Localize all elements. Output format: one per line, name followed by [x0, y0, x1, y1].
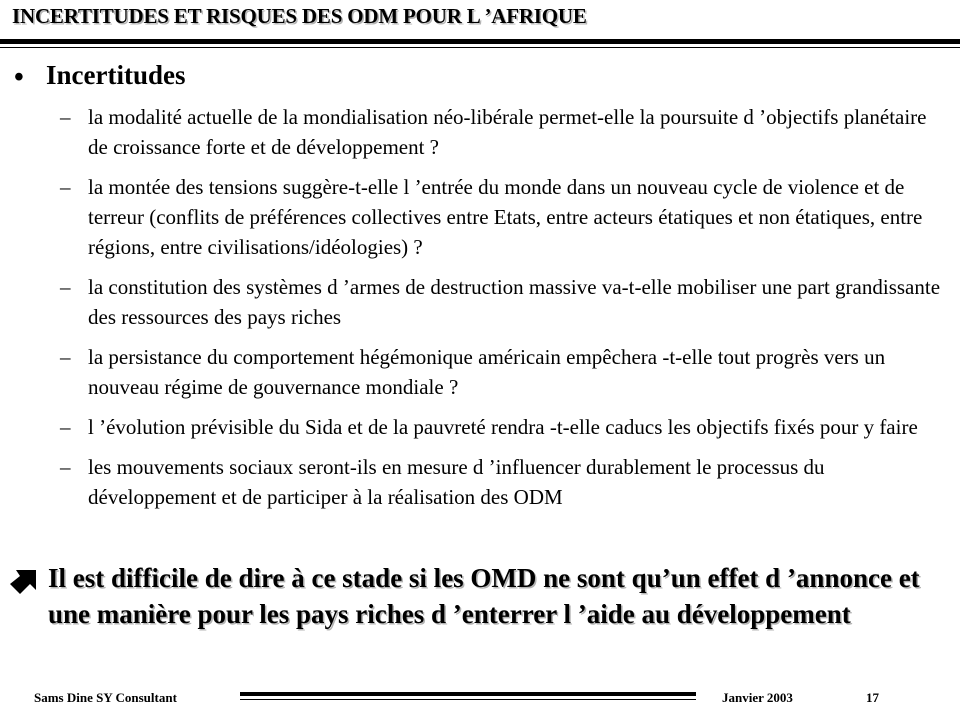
dash-marker: –	[60, 415, 71, 439]
slide-title: INCERTITUDES ET RISQUES DES ODM POUR L ’AFRIQUE	[12, 4, 587, 28]
list-item-text: la constitution des systèmes d ’armes de destruction massive va-t-elle mobiliser une part grandissante des ressources des pays riches	[88, 275, 941, 329]
arrow-up-right-icon	[10, 564, 40, 594]
list-item	[56, 102, 946, 162]
footer-rule-thick	[240, 692, 696, 696]
dash-marker: –	[60, 105, 71, 129]
list-item	[56, 272, 946, 332]
page-number: 17	[866, 690, 879, 705]
list-item	[56, 172, 946, 262]
dash-marker: –	[60, 275, 71, 299]
bullet-icon: •	[14, 62, 24, 93]
footer-author: Sams Dine SY Consultant	[34, 690, 177, 705]
dash-marker: –	[60, 455, 71, 479]
list-item	[56, 412, 946, 442]
dash-marker: –	[60, 175, 71, 199]
uncertainty-list	[56, 102, 946, 522]
list-item	[56, 342, 946, 402]
list-item	[56, 452, 946, 512]
section-heading: Incertitudes	[46, 60, 186, 90]
footer-rule-thin	[240, 699, 696, 700]
dash-marker: –	[60, 345, 71, 369]
list-item-text: la persistance du comportement hégémonique américain empêchera -t-elle tout progrès vers un nouveau régime de gouvernance mondiale ?	[88, 345, 886, 399]
footer-date: Janvier 2003	[722, 690, 793, 705]
list-item-text: les mouvements sociaux seront-ils en mesure d ’influencer durablement le processus du développement et de participer à la réalisation des ODM	[88, 455, 825, 509]
conclusion-text: Il est difficile de dire à ce stade si les OMD ne sont qu’un effet d ’annonce et une manière pour les pays riches d ’enterrer l ’aide au développement	[48, 563, 920, 629]
title-rule-thick	[0, 39, 960, 44]
list-item-text: la montée des tensions suggère-t-elle l ’entrée du monde dans un nouveau cycle de violence et de terreur (conflits de préférences collectives entre Etats, entre acteurs étatiques et non étatiques, entre régions, entre civilisations/idéologies) ?	[88, 175, 923, 259]
list-item-text: la modalité actuelle de la mondialisation néo-libérale permet-elle la poursuite d ’objectifs planétaire de croissance forte et de développement ?	[88, 105, 927, 159]
list-item-text: l ’évolution prévisible du Sida et de la pauvreté rendra -t-elle caducs les objectifs fixés pour y faire	[88, 415, 918, 439]
conclusion-block	[10, 560, 950, 632]
title-rule-thin	[0, 47, 960, 48]
